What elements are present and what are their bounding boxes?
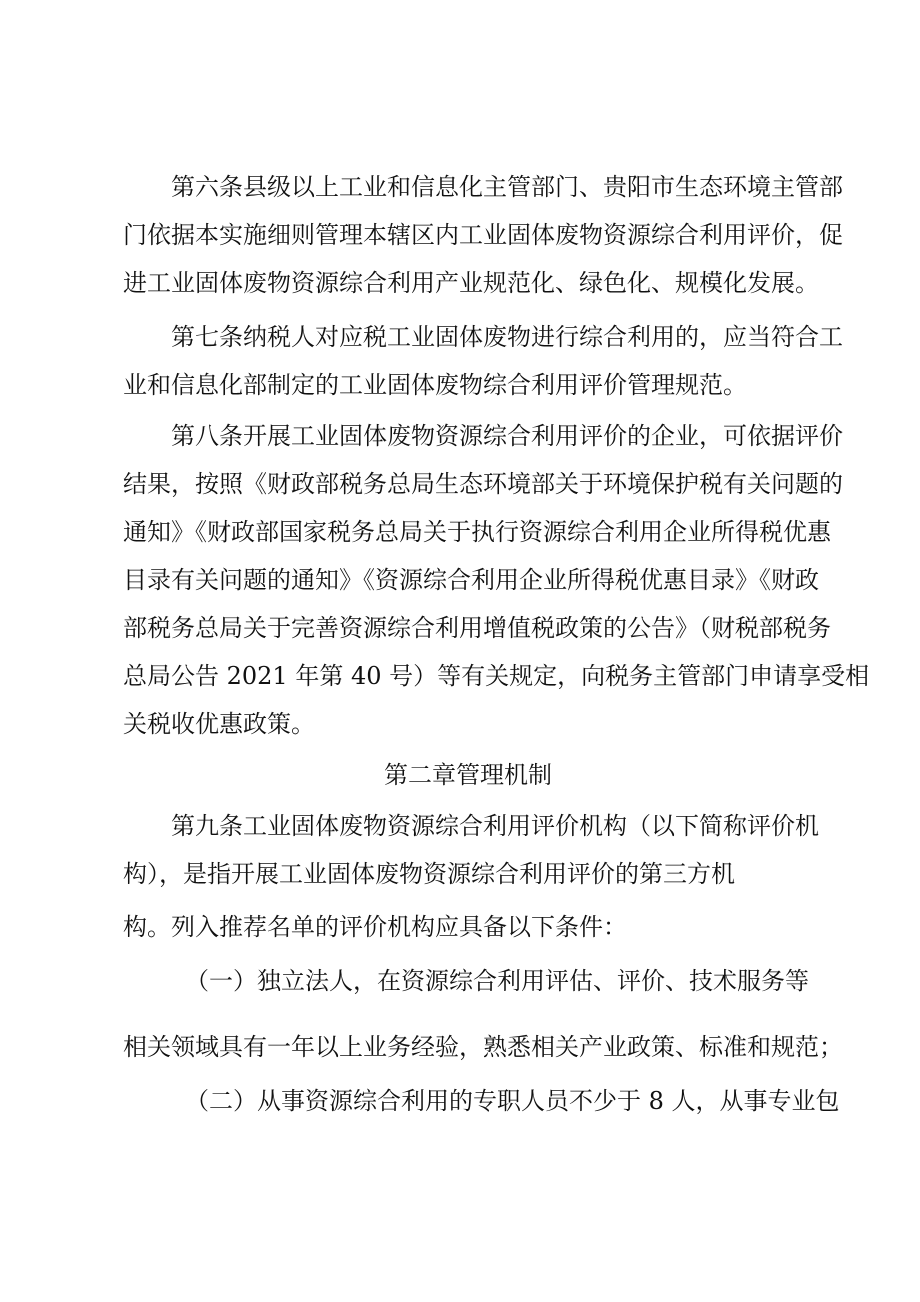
text-line: 相关领域具有一年以上业务经验，熟悉相关产业政策、标准和规范； [123, 1033, 843, 1061]
text-line: 第八条开展工业固体废物资源综合利用评价的企业，可依据评价 [171, 422, 843, 450]
text-line: 进工业固体废物资源综合利用产业规范化、绿色化、规模化发展。 [123, 269, 819, 297]
text-line: 目录有关问题的通知》《资源综合利用企业所得税优惠目录》《财政 [123, 566, 819, 594]
text-line: 业和信息化部制定的工业固体废物综合利用评价管理规范。 [123, 371, 747, 399]
text-line: 构。列入推荐名单的评价机构应具备以下条件： [123, 913, 627, 941]
text-line: （二）从事资源综合利用的专职人员不少于 8 人，从事专业包 [185, 1087, 840, 1115]
text-line: 第七条纳税人对应税工业固体废物进行综合利用的，应当符合工 [171, 323, 843, 351]
text-line: 关税收优惠政策。 [123, 710, 315, 738]
text-line: 总局公告 2021 年第 40 号）等有关规定，向税务主管部门申请享受相 [123, 662, 870, 690]
text-line: 构），是指开展工业固体废物资源综合利用评价的第三方机 [123, 860, 735, 888]
text-line: 结果，按照《财政部税务总局生态环境部关于环境保护税有关问题的 [123, 470, 843, 498]
text-line: 通知》《财政部国家税务总局关于执行资源综合利用企业所得税优惠 [123, 518, 831, 546]
chapter-title: 第二章管理机制 [384, 761, 552, 789]
text-line: 部税务总局关于完善资源综合利用增值税政策的公告》（财税部税务 [123, 614, 831, 642]
text-line: （一）独立法人，在资源综合利用评估、评价、技术服务等 [185, 967, 809, 995]
text-line: 第六条县级以上工业和信息化主管部门、贵阳市生态环境主管部 [171, 173, 843, 201]
text-line: 第九条工业固体废物资源综合利用评价机构（以下简称评价机 [171, 812, 819, 840]
text-line: 门依据本实施细则管理本辖区内工业固体废物资源综合利用评价，促 [123, 221, 843, 249]
